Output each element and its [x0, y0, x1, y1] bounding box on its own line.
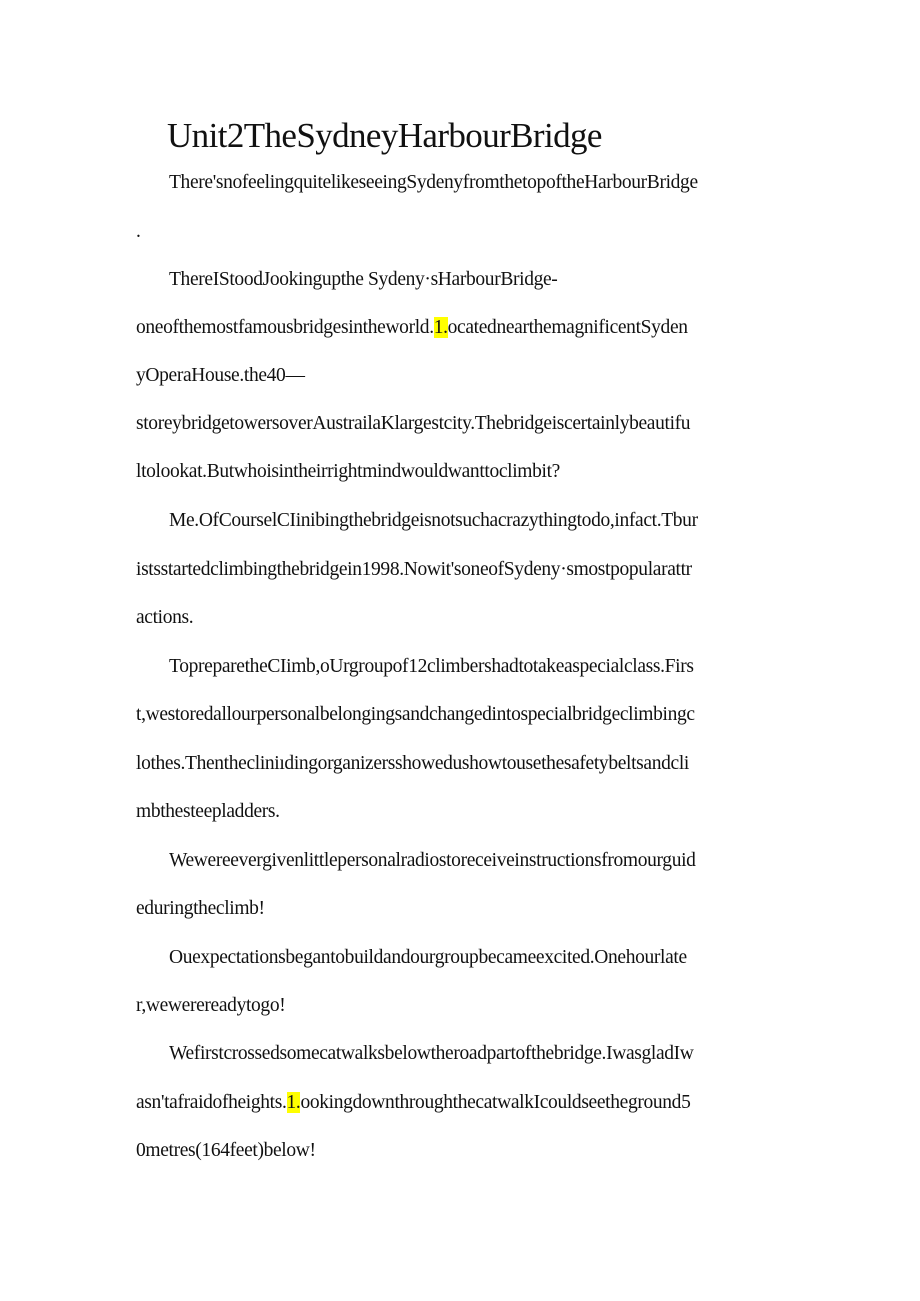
paragraph-line: r,wewerereadytogo!	[136, 995, 286, 1016]
paragraph-line: There'snofeelingquitelikeseeingSydenyfromthetopoftheHarbourBridge	[169, 172, 698, 193]
paragraph-line: istsstartedclimbingthebridgein1998.Nowit'soneofSydeny·smostpopularattr	[136, 559, 692, 580]
paragraph-line: Wewereevergivenlittlepersonalradiostoreceiveinstructionsfromourguid	[169, 850, 696, 871]
paragraph-line: Me.OfCourselCIinibingthebridgeisnotsuchacrazythingtodo,infact.Tbur	[169, 510, 698, 531]
paragraph-line: yOperaHouse.the40—	[136, 365, 305, 386]
text-segment: asn'tafraidofheights.	[136, 1092, 287, 1113]
page-title: Unit2TheSydneyHarbourBridge	[167, 116, 602, 155]
text-segment: oneofthemostfamousbridgesintheworld.	[136, 317, 434, 338]
highlighted-marker: 1.	[433, 317, 448, 338]
paragraph-line: Wefirstcrossedsomecatwalksbelowtheroadpartofthebridge.IwasgladIw	[169, 1043, 694, 1064]
paragraph-line: storeybridgetowersoverAustrailaKlargestcity.Thebridgeiscertainlybeautifu	[136, 413, 691, 434]
paragraph-line: t,westoredallourpersonalbelongingsandchangedintospecialbridgeclimbingc	[136, 704, 695, 725]
paragraph-line: .	[136, 221, 141, 242]
paragraph-line: mbthesteepladders.	[136, 801, 280, 822]
highlighted-marker: 1.	[286, 1092, 301, 1113]
text-segment: ookingdownthroughthecatwalkIcouldseetheground5	[300, 1092, 691, 1113]
paragraph-line	[136, 1089, 691, 1117]
paragraph-line	[136, 314, 688, 342]
paragraph-line: actions.	[136, 607, 194, 628]
paragraph-line: ThereIStoodJookingupthe Sydeny·sHarbourBridge-	[169, 269, 558, 290]
paragraph-line: Ouexpectationsbegantobuildandourgroupbecameexcited.Onehourlate	[169, 947, 687, 968]
paragraph-line: eduringtheclimb!	[136, 898, 265, 919]
paragraph-line: 0metres(164feet)below!	[136, 1140, 316, 1161]
paragraph-line: lothes.Thenthecliniıdingorganizersshowedushowtousethesafetybeltsandcli	[136, 753, 689, 774]
paragraph-line: ltolookat.Butwhoisintheirrightmindwouldwanttoclimbit?	[136, 461, 560, 482]
paragraph-line: TopreparetheCIimb,oUrgroupof12climbershadtotakeaspecialclass.Firs	[169, 656, 694, 677]
text-segment: ocatednearthemagnificentSyden	[447, 317, 688, 338]
